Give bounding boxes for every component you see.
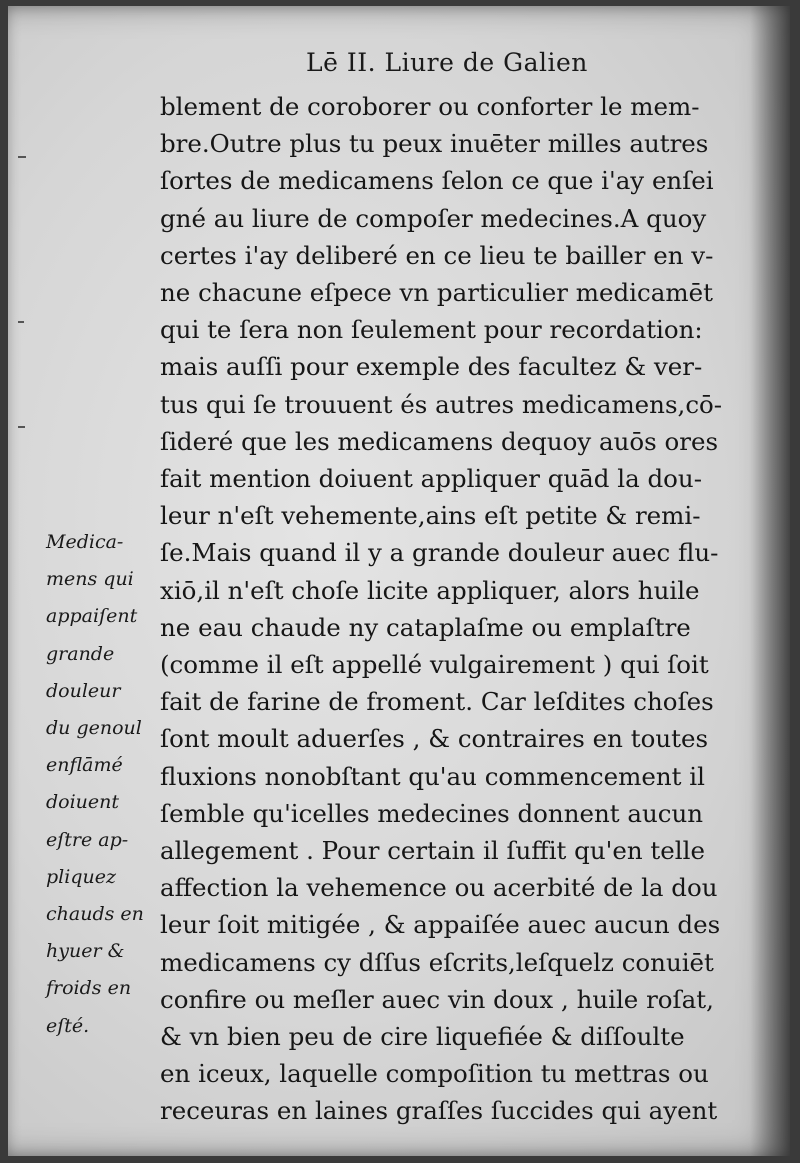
text-line: fluxions nonobſtant qu'au commencement il	[160, 761, 705, 791]
text-line: fait de farine de froment. Car leſdites choſes	[160, 687, 714, 717]
text-line: tus qui ſe trouuent és autres medicamens,cō-	[160, 389, 723, 419]
page-edge-mark	[18, 321, 24, 323]
text-line: ne chacune eſpece vn particulier medicamēt	[160, 278, 713, 308]
text-line: allegement . Pour certain il ſuffit qu'en telle	[160, 836, 705, 866]
text-line: mais auſſi pour exemple des facultez & ver-	[160, 352, 703, 382]
text-line: ſont moult aduerſes , & contraires en toutes	[160, 724, 709, 754]
margin-note-line: Medica-	[46, 531, 124, 553]
running-title: Lē II. Liure de Galien	[306, 48, 588, 77]
text-line: xiō,il n'eſt choſe licite appliquer, alors huile	[160, 575, 700, 605]
page-edge-mark	[18, 426, 25, 428]
margin-note-line: doiuent	[46, 791, 120, 814]
margin-note-line: hyuer &	[46, 940, 125, 963]
margin-note-line: pliquez	[46, 865, 116, 888]
text-line: ſortes de medicamens ſelon ce que i'ay enſei	[160, 166, 714, 196]
text-line: leur ſoit mitigée , & appaiſée auec aucun des	[160, 910, 721, 940]
text-line: fait mention doiuent appliquer quād la dou-	[160, 464, 702, 494]
text-line: medicamens cy dſſus eſcrits,leſquelz conuiēt	[160, 947, 714, 977]
text-line: gné au liure de compoſer medecines.A quoy	[160, 203, 707, 233]
page-edge-mark	[18, 156, 26, 158]
text-line: en iceux, laquelle compoſition tu mettras ou	[160, 1059, 709, 1089]
main-text-block	[160, 88, 772, 1130]
margin-note-line: appaiſent	[46, 605, 138, 628]
text-line: & vn bien peu de cire liquefiée & diſſoulte	[160, 1022, 685, 1052]
margin-note-line: douleur	[46, 679, 121, 702]
text-line: certes i'ay deliberé en ce lieu te bailler en v-	[160, 240, 714, 270]
text-line: qui te ſera non ſeulement pour recordation:	[160, 315, 703, 345]
margin-note-line: eſté.	[46, 1014, 90, 1037]
margin-note-line: chauds en	[46, 903, 144, 926]
margin-note-line: grande	[46, 642, 115, 665]
text-line: ſideré que les medicamens dequoy auōs ores	[160, 426, 719, 456]
text-line: bre.Outre plus tu peux inuēter milles autres	[160, 129, 709, 159]
marginal-note	[46, 524, 168, 1045]
margin-note-line: enflāmé	[46, 754, 123, 777]
text-line: ſe.Mais quand il y a grande douleur auec flu-	[160, 538, 719, 568]
margin-note-line: froids en	[46, 977, 132, 1000]
text-line: receuras en laines graſſes ſuccides qui ayent	[160, 1096, 718, 1126]
text-line: (comme il eſt appellé vulgairement ) qui ſoit	[160, 650, 709, 680]
margin-note-line: eſtre ap-	[46, 828, 129, 851]
margin-note-line: du genoul	[46, 717, 142, 740]
text-line: leur n'eſt vehemente,ains eſt petite & remi-	[160, 501, 701, 531]
book-page	[8, 6, 790, 1156]
text-line: confire ou meſler auec vin doux , huile roſat,	[160, 984, 714, 1014]
text-line: ſemble qu'icelles medecines donnent aucun	[160, 798, 704, 828]
text-line: blement de coroborer ou conforter le mem-	[160, 92, 700, 121]
text-line: ne eau chaude ny cataplaſme ou emplaſtre	[160, 612, 691, 642]
margin-note-line: mens qui	[46, 568, 134, 591]
text-line: affection la vehemence ou acerbité de la dou	[160, 873, 718, 903]
